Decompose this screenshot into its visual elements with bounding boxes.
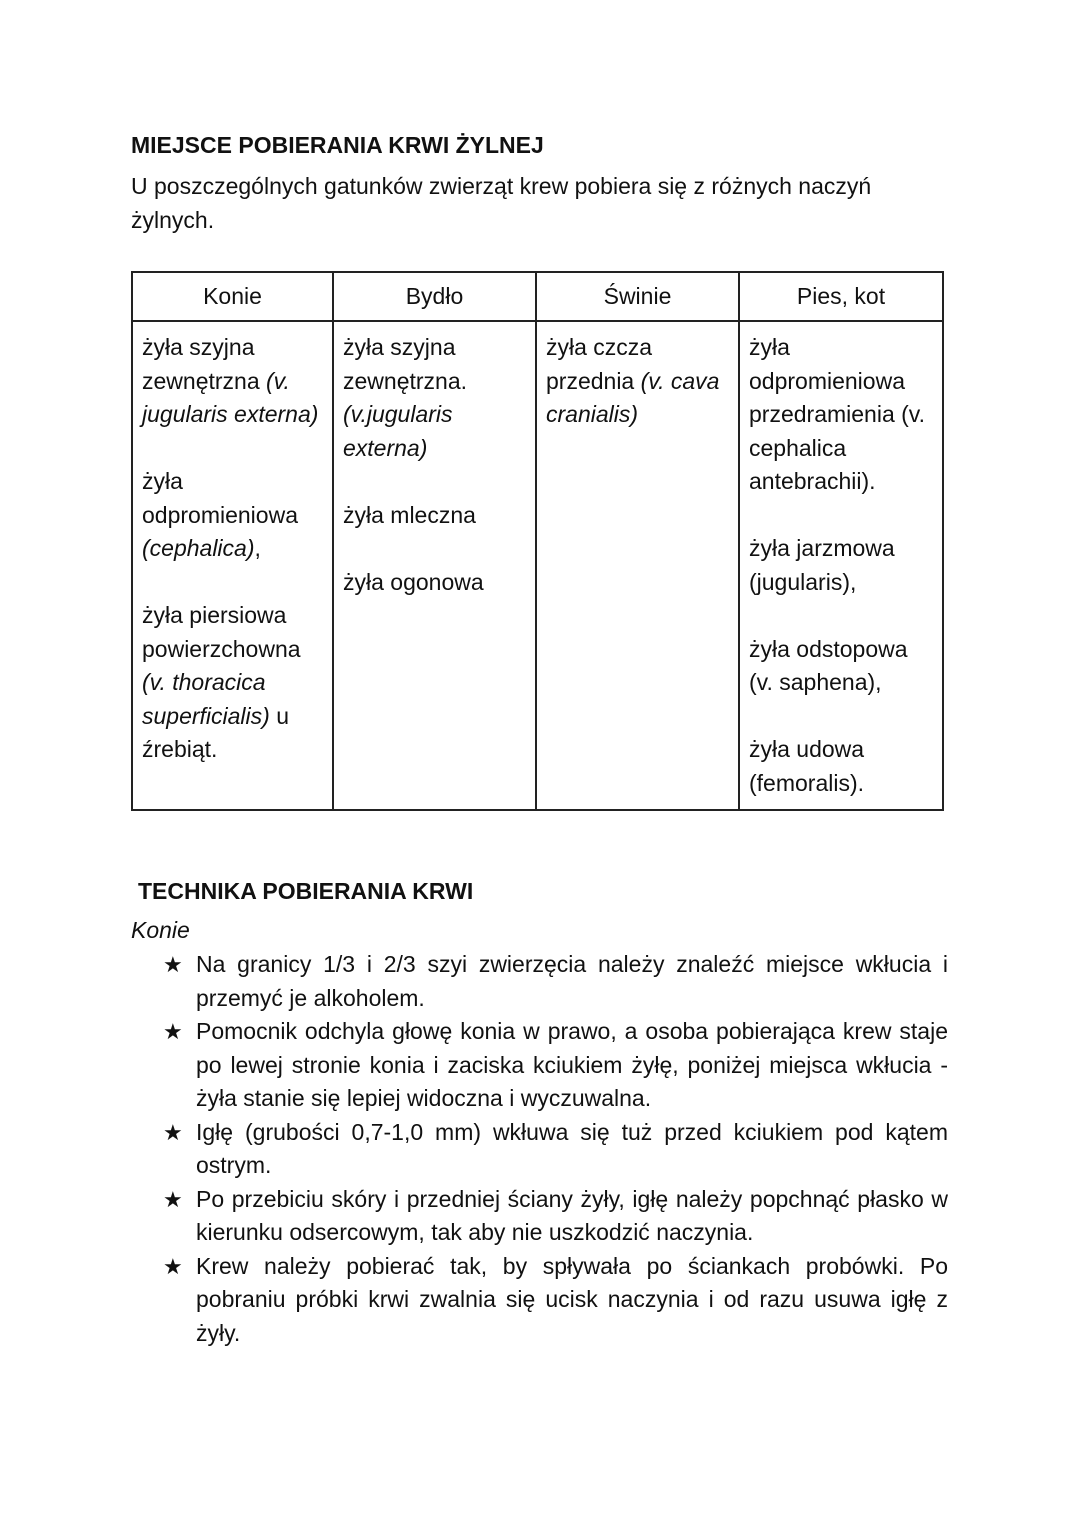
- vein-entry: [343, 331, 527, 465]
- star-icon: ★: [163, 1019, 183, 1044]
- vein-latin-name: (v. thoracica superficialis): [142, 669, 270, 729]
- step-text: Pomocnik odchyla głowę konia w prawo, a osoba pobierająca krew staje po lewej stronie konia i zaciska kciukiem żyłę, poniżej miejsca wkłucia - żyła stanie się lepiej widoczna i wyczuwalna.: [196, 1018, 948, 1111]
- step-text: Na granicy 1/3 i 2/3 szyi zwierzęcia należy znaleźć miejsce wkłucia i przemyć je alkoholem.: [196, 951, 948, 1011]
- list-item: [163, 948, 948, 1015]
- technique-steps-list: [163, 948, 948, 1350]
- vein-entry: [142, 465, 324, 566]
- vein-entry: [142, 331, 324, 432]
- vein-latin-name: (v. saphena),: [749, 669, 882, 695]
- intro-paragraph: U poszczególnych gatunków zwierząt krew pobiera się z różnych naczyń żylnych.: [131, 173, 872, 233]
- table-row: [132, 321, 943, 810]
- header-pigs: Świnie: [536, 272, 739, 321]
- vein-latin-name: (cephalica): [142, 535, 255, 561]
- step-text: Krew należy pobierać tak, by spływała po ściankach probówki. Po pobraniu próbki krwi zwalnia się ucisk naczynia i od razu usuwa igłę z żyły.: [196, 1252, 948, 1346]
- list-item: [163, 1015, 948, 1116]
- vein-entry: [749, 331, 934, 499]
- vein-latin-name: (jugularis),: [749, 568, 857, 595]
- vein-name: żyła odstopowa: [749, 635, 908, 662]
- vein-suffix: ,: [254, 535, 261, 561]
- vein-name: żyła czcza przednia: [546, 334, 653, 394]
- vein-name: żyła udowa: [749, 736, 865, 762]
- vein-name: żyła ogonowa: [343, 568, 484, 595]
- header-horses: Konie: [132, 272, 333, 321]
- vein-entry: [546, 331, 730, 432]
- star-icon: ★: [163, 1186, 183, 1212]
- vein-name: żyła szyjna zewnętrzna.: [343, 334, 468, 394]
- vein-name: żyła odpromieniowa przedramienia: [749, 334, 905, 427]
- subtitle-horses: Konie: [131, 917, 190, 943]
- vein-latin-name: (v. cava cranialis): [546, 367, 720, 427]
- vein-sites-table: [131, 271, 944, 811]
- vein-name: żyła mleczna: [343, 501, 476, 528]
- vein-latin-name: (femoralis).: [749, 769, 865, 796]
- vein-entry: [142, 599, 324, 767]
- header-cattle: Bydło: [333, 272, 536, 321]
- vein-name: żyła szyjna zewnętrzna: [142, 334, 267, 394]
- list-item: [163, 1250, 948, 1351]
- vein-latin-name: (v.jugularis externa): [343, 401, 453, 461]
- vein-entry: [343, 566, 527, 600]
- cell-pigs: [536, 321, 739, 810]
- star-icon: ★: [163, 1253, 183, 1279]
- vein-entry: [749, 733, 934, 800]
- section-title-venous-sites: MIEJSCE POBIERANIA KRWI ŻYLNEJ: [131, 132, 544, 158]
- step-text: Po przebiciu skóry i przedniej ściany żyły, igłę należy popchnąć płasko w kierunku odsercowym, tak aby nie uszkodzić naczynia.: [196, 1185, 948, 1245]
- vein-suffix: u źrebiąt.: [142, 702, 290, 762]
- step-text: Igłę (grubości 0,7-1,0 mm) wkłuwa się tuż przed kciukiem pod kątem ostrym.: [196, 1118, 948, 1178]
- vein-entry: [749, 532, 934, 599]
- cell-cattle: [333, 321, 536, 810]
- table-header-row: [132, 272, 943, 321]
- cell-horses: [132, 321, 333, 810]
- cell-dog-cat: [739, 321, 943, 810]
- vein-name: żyła jarzmowa: [749, 535, 895, 561]
- vein-name: żyła odpromieniowa: [142, 468, 298, 528]
- vein-latin-name: (v. cephalica antebrachii).: [749, 401, 925, 494]
- section-title-technique: TECHNIKA POBIERANIA KRWI: [138, 878, 474, 904]
- list-item: [163, 1116, 948, 1183]
- list-item: [163, 1183, 948, 1250]
- vein-latin-name: (v. jugularis externa): [142, 367, 319, 427]
- vein-entry: [343, 499, 527, 533]
- star-icon: ★: [163, 1119, 183, 1145]
- star-icon: ★: [163, 952, 183, 977]
- vein-entry: [749, 633, 934, 700]
- header-dog-cat: Pies, kot: [739, 272, 943, 321]
- vein-name: żyła piersiowa powierzchowna: [142, 602, 301, 662]
